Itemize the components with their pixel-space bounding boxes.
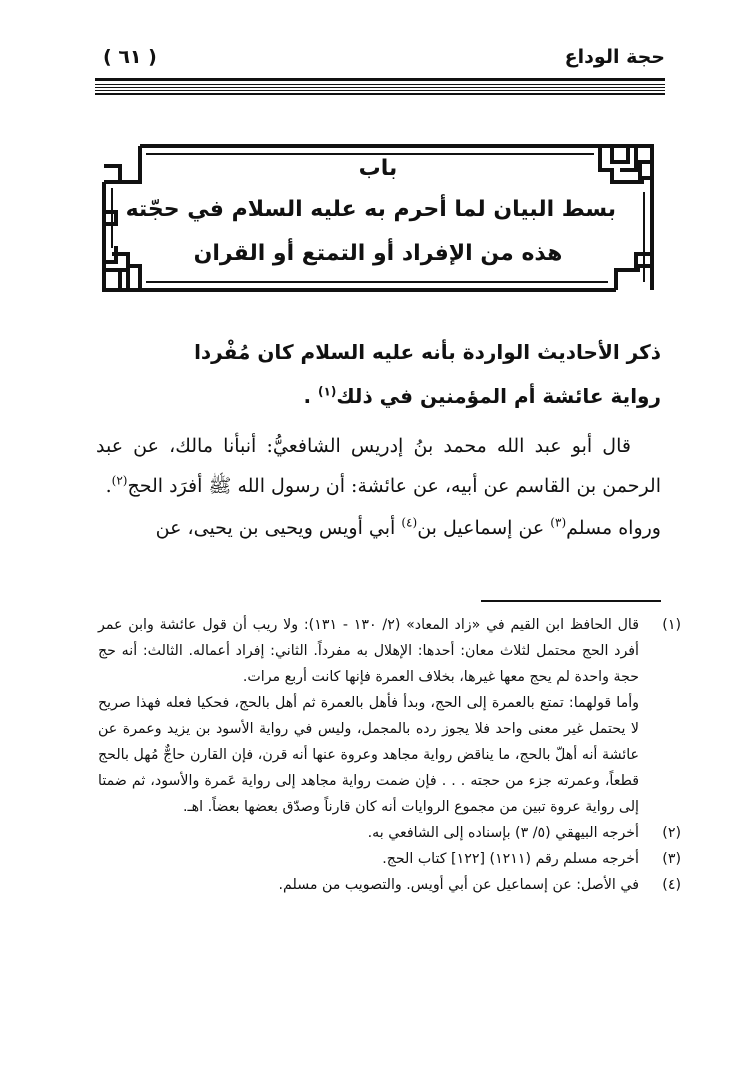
section-heading-line2 [96, 374, 661, 418]
page-number: ( ٦١ ) [103, 46, 157, 68]
footnote-ref-4[interactable]: (٤) [401, 515, 418, 530]
section-heading-line1: ذكر الأحاديث الواردة بأنه عليه السلام كان مُفْردا [194, 340, 661, 364]
footnote-2 [98, 820, 681, 846]
running-title: حجة الوداع [564, 46, 665, 68]
header-rule-thin-2 [95, 87, 665, 88]
footnote-text: وأما قولهما: تمتع بالعمرة إلى الحج، وبدأ فأهل بالعمرة ثم أهل بالحج، فحكيا فعله فهذا صريح لا يحتمل غير معنى واحد فلا يجوز رده بالمجمل، وليس في رواية الأسود بن يزيد وعمرة عن عائشة أنه أهلّ بالحج، ما يناقض رواية مجاهد وعروة عنها أنه قرن، فإن القارن حاجٌّ مُهل بالحج قطعاً، وعمرته جزء من حجته . . . فإن ضمت رواية مجاهد إلى رواية عَمرة والأسود، ثم ضمتا إلى رواية عروة تبين من مجموع الروايات أنه كان قارناً وصدّق بعضها بعضاً. اهـ. [98, 695, 639, 815]
footnote-separator [481, 600, 661, 602]
footnote-3 [98, 846, 681, 872]
paragraph-muslim-c: أبي أويس ويحيى بن يحيى، عن [155, 517, 402, 539]
header-rule-thick [95, 78, 665, 81]
header-rule-thin-3 [95, 90, 665, 91]
footnote-number: (٣) [662, 851, 681, 867]
footnote-text: في الأصل: عن إسماعيل عن أبي أويس. والتصويب من مسلم. [278, 877, 639, 893]
paragraph-hadith-end: . [105, 475, 112, 497]
footnote-1 [98, 612, 681, 690]
paragraph-muslim [96, 508, 661, 548]
footnote-number: (٤) [662, 877, 681, 893]
footnote-4 [98, 872, 681, 898]
footnote-number: (١) [662, 617, 681, 633]
chapter-title-frame [100, 142, 656, 294]
footnote-text: أخرجه البيهقي (٥/ ٣) بإسناده إلى الشافعي به. [367, 825, 639, 841]
footnote-text: قال الحافظ ابن القيم في «زاد المعاد» (٢/ ١٣٠ - ١٣١): ولا ريب أن قول عائشة وابن عمر أفرد الحج محتمل لثلاث معان: أحدها: الإهلال به مفرداً. الثاني: إفراد أعماله. الثالث: أنه حج حجة واحدة لم يحج معها غيرها، بخلاف العمرة فإنها كانت أربع مرات. [98, 617, 640, 685]
chapter-label: باب [358, 156, 398, 181]
footnote-text: أخرجه مسلم رقم (١٢١١) [١٢٢] كتاب الحج. [382, 851, 639, 867]
paragraph-muslim-a: ورواه مسلم [566, 517, 661, 539]
chapter-title-line2: هذه من الإفراد أو التمتع أو القران [193, 241, 563, 266]
chapter-title-line1: بسط البيان لما أحرم به عليه السلام في حجّته [125, 197, 616, 222]
main-text [96, 330, 661, 548]
heading-text: رواية عائشة أم المؤمنين في ذلك [336, 384, 661, 408]
footnotes [98, 612, 681, 898]
footnote-1-continued [98, 690, 681, 820]
paragraph-hadith [96, 426, 661, 506]
paragraph-hadith-text: قال أبو عبد الله محمد بنُ إدريس الشافعيُّ: أنبأنا مالك، عن عبد الرحمن بن القاسم عن أبيه، عن عائشة: أن رسول الله ﷺ أفرَد الحج [96, 435, 661, 497]
chapter-title-block [125, 150, 616, 286]
header-rule-thin-4 [95, 93, 665, 95]
heading-end: . [303, 384, 319, 408]
footnote-ref-2[interactable]: (٢) [111, 473, 128, 488]
footnote-ref-1[interactable]: (١) [318, 384, 337, 399]
footnote-number: (٢) [662, 825, 681, 841]
header-rule-thin-1 [95, 84, 665, 85]
paragraph-muslim-b: عن إسماعيل بن [417, 517, 551, 539]
page-header [95, 44, 665, 74]
footnote-ref-3[interactable]: (٣) [550, 515, 567, 530]
